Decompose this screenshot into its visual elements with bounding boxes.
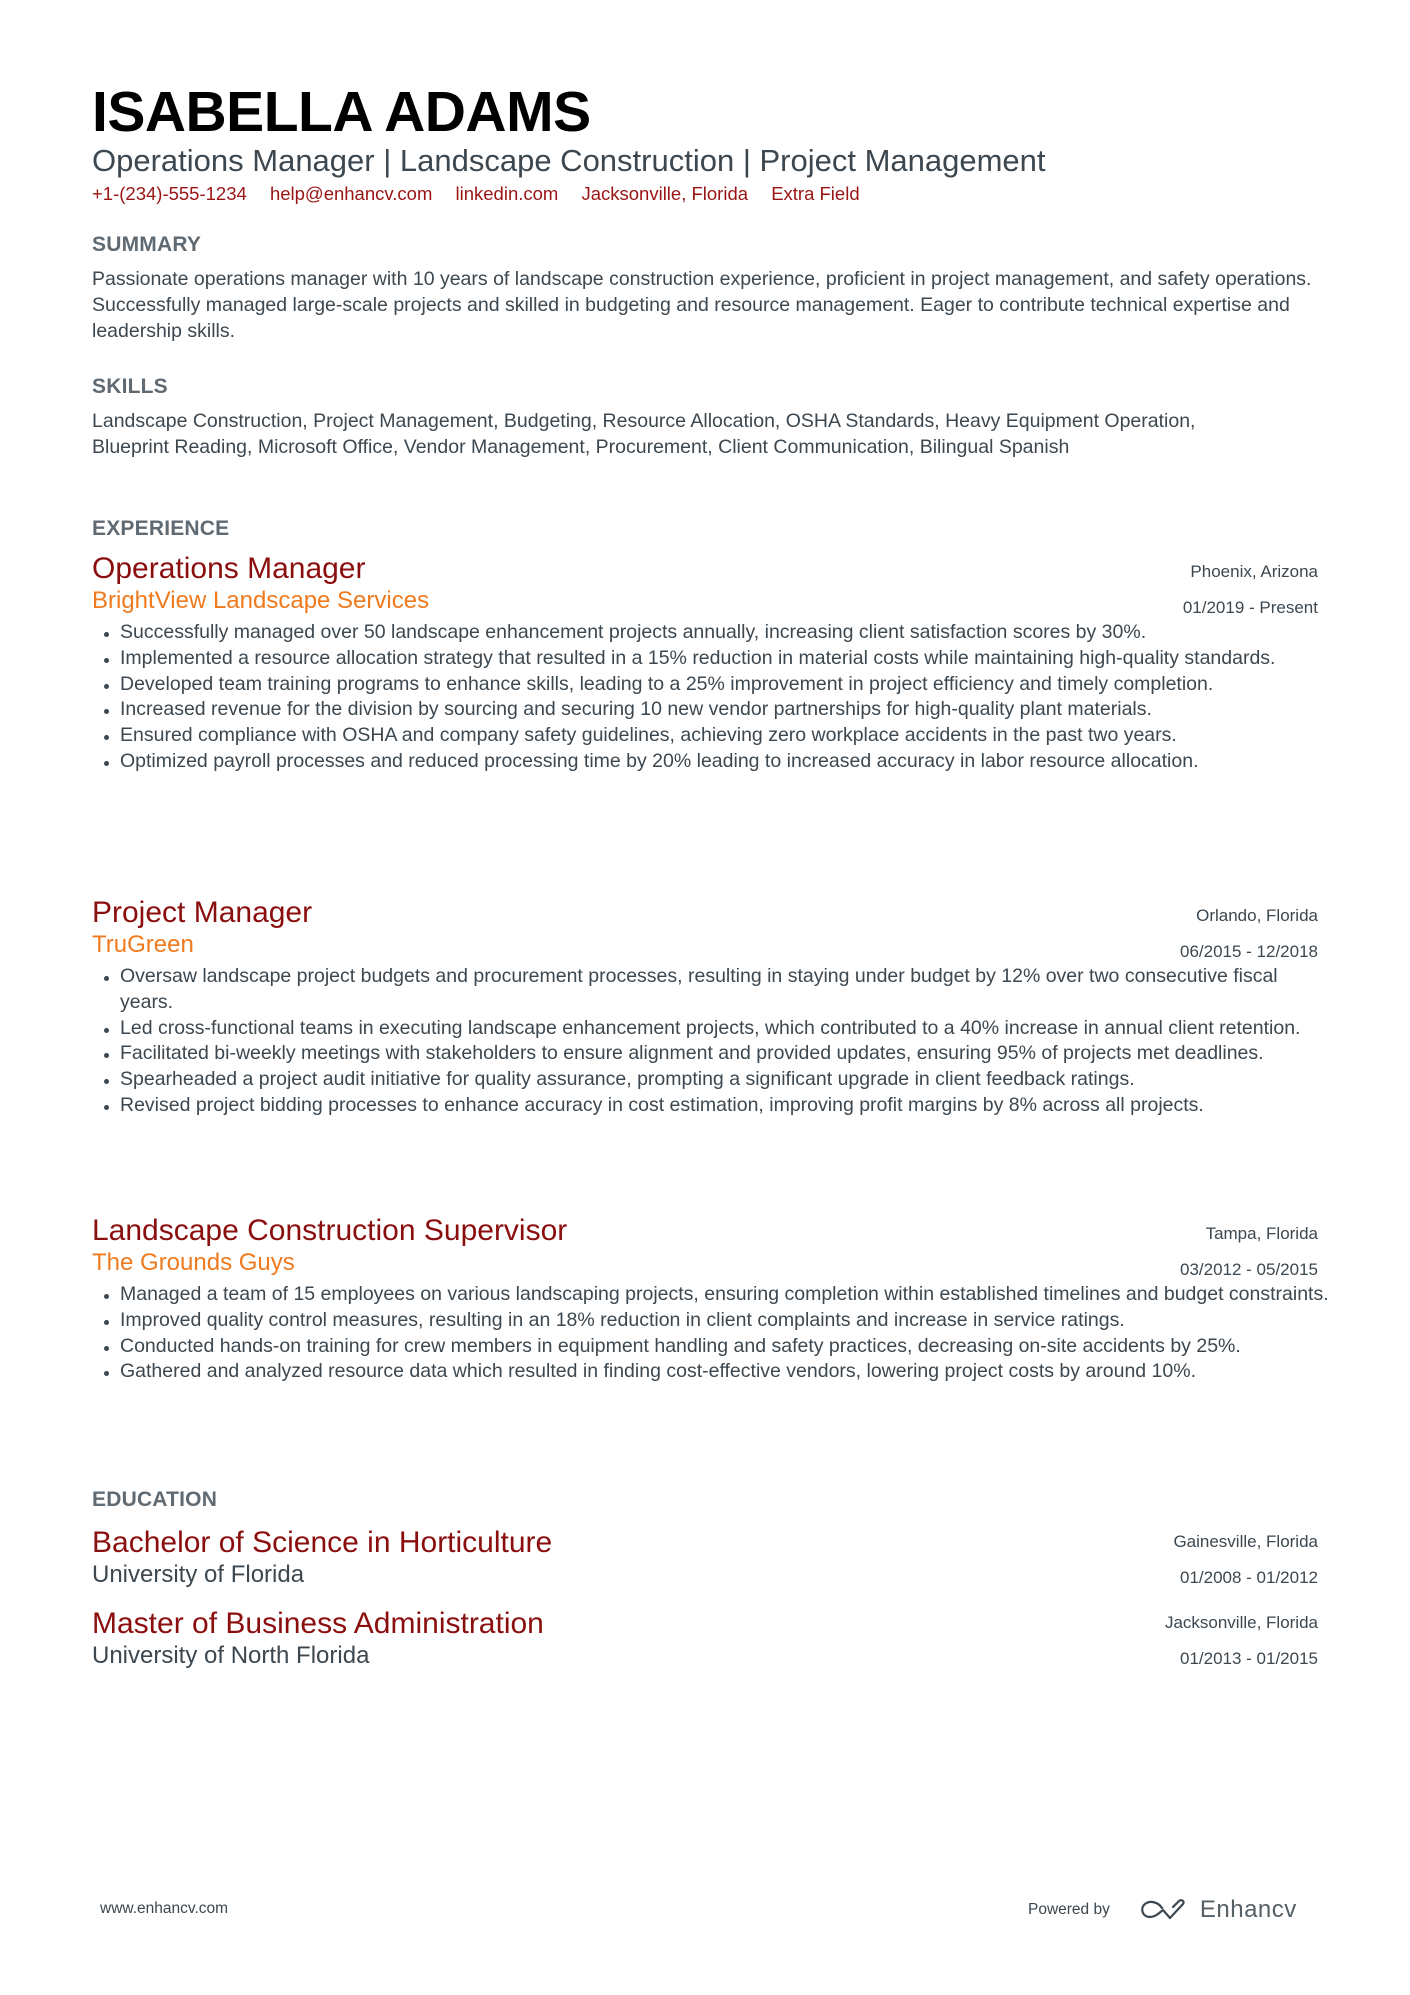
section-title-summary: SUMMARY: [92, 233, 202, 256]
experience-entry: [92, 1214, 1329, 1385]
candidate-name: ISABELLA ADAMS: [92, 80, 591, 144]
job-bullets: [92, 1282, 1329, 1385]
bullet-item: Conducted hands-on training for crew members in equipment handling and safety practices, decreasing on-site accidents by 25%.: [92, 1334, 1330, 1360]
job-title: Operations Manager: [92, 552, 366, 585]
powered-by-badge[interactable]: [1028, 1898, 1297, 1922]
job-title: Landscape Construction Supervisor: [92, 1214, 568, 1247]
company-name: The Grounds Guys: [92, 1249, 295, 1276]
section-title-experience: EXPERIENCE: [92, 517, 230, 540]
bullet-item: Developed team training programs to enhance skills, leading to a 25% improvement in project efficiency and timely completion.: [92, 672, 1330, 698]
enhancv-logo-icon: [1140, 1899, 1188, 1921]
education-entry: [92, 1526, 1318, 1590]
job-bullets: [92, 964, 1318, 1119]
bullet-item: Led cross-functional teams in executing landscape enhancement projects, which contributed to a 40% increase in annual client retention.: [92, 1016, 1330, 1042]
footer-website[interactable]: www.enhancv.com: [100, 1900, 229, 1917]
degree-title: Master of Business Administration: [92, 1607, 544, 1640]
bullet-item: Ensured compliance with OSHA and company safety guidelines, achieving zero workplace accidents in the past two years.: [92, 723, 1330, 749]
education-location: Gainesville, Florida: [1173, 1532, 1318, 1551]
bullet-item: Managed a team of 15 employees on various landscaping projects, ensuring completion within established timelines and budget constraints.: [92, 1282, 1330, 1308]
bullet-item: Facilitated bi-weekly meetings with stakeholders to ensure alignment and provided updates, ensuring 95% of projects met deadlines.: [92, 1041, 1330, 1067]
contact-extra-field: Extra Field: [771, 183, 860, 204]
job-location: Tampa, Florida: [1205, 1224, 1318, 1243]
summary-text: Passionate operations manager with 10 years of landscape construction experience, proficient in project management, and safety operations. Successfully managed large-scale projects and skilled in budgeting and resource management. Eager to contribute technical expertise and leadership skills.: [92, 268, 1312, 342]
bullet-item: Revised project bidding processes to enhance accuracy in cost estimation, improving profit margins by 8% across all projects.: [92, 1093, 1330, 1119]
company-name: TruGreen: [92, 931, 194, 958]
education-location: Jacksonville, Florida: [1164, 1613, 1318, 1632]
bullet-item: Improved quality control measures, resulting in an 18% reduction in client complaints and increase in service ratings.: [92, 1308, 1330, 1334]
job-location: Orlando, Florida: [1196, 906, 1318, 925]
bullet-item: Spearheaded a project audit initiative for quality assurance, prompting a significant upgrade in client feedback ratings.: [92, 1067, 1330, 1093]
section-title-education: EDUCATION: [92, 1488, 218, 1511]
contact-row: [92, 183, 878, 205]
skills-text: Landscape Construction, Project Management, Budgeting, Resource Allocation, OSHA Standards, Heavy Equipment Operation, Blueprint Reading, Microsoft Office, Vendor Management, Procurement, Client Communication, Bilingual Spanish: [92, 410, 1196, 458]
section-title-skills: SKILLS: [92, 375, 168, 398]
experience-entry: [92, 896, 1318, 1119]
school-name: University of North Florida: [92, 1642, 370, 1669]
bullet-item: Optimized payroll processes and reduced processing time by 20% leading to increased accuracy in labor resource allocation.: [92, 749, 1330, 775]
degree-title: Bachelor of Science in Horticulture: [92, 1526, 553, 1559]
education-dates: 01/2008 - 01/2012: [1179, 1568, 1318, 1587]
enhancv-brand-text: Enhancv: [1199, 1896, 1297, 1923]
education-dates: 01/2013 - 01/2015: [1179, 1649, 1318, 1668]
job-dates: 06/2015 - 12/2018: [1179, 942, 1318, 961]
bullet-item: Gathered and analyzed resource data which resulted in finding cost-effective vendors, lowering project costs by around 10%.: [92, 1359, 1330, 1385]
job-location: Phoenix, Arizona: [1190, 562, 1318, 581]
job-bullets: [92, 620, 1318, 775]
bullet-item: Increased revenue for the division by sourcing and securing 10 new vendor partnerships for high-quality plant materials.: [92, 697, 1330, 723]
contact-linkedin[interactable]: linkedin.com: [455, 183, 559, 204]
bullet-item: Oversaw landscape project budgets and procurement processes, resulting in staying under budget by 12% over two consecutive fiscal years.: [92, 964, 1330, 1016]
contact-phone[interactable]: +1-(234)-555-1234: [92, 183, 247, 204]
school-name: University of Florida: [92, 1561, 305, 1588]
company-name: BrightView Landscape Services: [92, 587, 430, 614]
job-dates: 03/2012 - 05/2015: [1179, 1260, 1318, 1279]
experience-entry: [92, 552, 1318, 775]
contact-email[interactable]: help@enhancv.com: [269, 183, 433, 204]
job-title: Project Manager: [92, 896, 313, 929]
bullet-item: Successfully managed over 50 landscape enhancement projects annually, increasing client satisfaction scores by 30%.: [92, 620, 1330, 646]
contact-location: Jacksonville, Florida: [581, 183, 749, 204]
powered-by-label: Powered by: [1028, 1901, 1110, 1918]
bullet-item: Implemented a resource allocation strategy that resulted in a 15% reduction in material costs while maintaining high-quality standards.: [92, 646, 1330, 672]
job-dates: 01/2019 - Present: [1182, 598, 1318, 617]
education-entry: [92, 1607, 1318, 1671]
headline: Operations Manager | Landscape Construction | Project Management: [92, 143, 1046, 178]
